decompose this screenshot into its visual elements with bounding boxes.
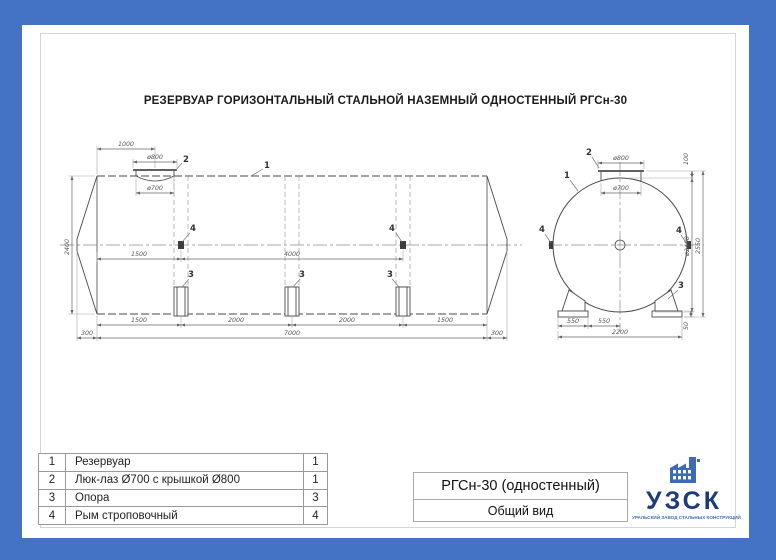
dim-label: 2200 [611, 329, 629, 336]
lug-mark [549, 241, 553, 249]
dim-label: 1500 [436, 317, 454, 324]
callout-shell: 1 [264, 161, 270, 171]
callout-manhole: 2 [586, 148, 592, 158]
dim-label: ø2400 [684, 236, 691, 256]
dim-label: ø800 [147, 154, 163, 161]
lug-mark [178, 241, 184, 249]
dim-label: 550 [597, 318, 611, 325]
dim-label: ø700 [613, 185, 629, 192]
callout-support: 3 [678, 281, 684, 291]
part-name: Люк-лаз Ø700 с крышкой Ø800 [66, 471, 304, 489]
end-view [539, 148, 706, 340]
part-qty: 4 [304, 507, 328, 525]
part-name: Опора [66, 489, 304, 507]
table-row [39, 454, 328, 472]
dim-label: 2400 [64, 238, 71, 256]
table-row [39, 489, 328, 507]
title-block [413, 472, 628, 522]
supports [174, 287, 410, 316]
title-block-view: Общий вид [487, 504, 554, 518]
callout-support: 3 [299, 270, 305, 280]
dim-label: 550 [566, 318, 580, 325]
part-name: Резервуар [66, 454, 304, 472]
side-view [60, 141, 522, 341]
callout-lug: 4 [539, 225, 545, 235]
lug-mark [400, 241, 406, 249]
parts-table [38, 453, 328, 525]
part-no: 1 [39, 454, 66, 472]
dim-label: 1000 [117, 141, 135, 148]
callout-lug: 4 [190, 224, 196, 234]
dim-label: 1500 [130, 251, 148, 258]
dim-label: 100 [683, 152, 690, 166]
logo-subtitle: УРАЛЬСКИЙ ЗАВОД СТАЛЬНЫХ КОНСТРУКЦИЙ [632, 515, 741, 520]
part-name: Рым строповочный [66, 507, 304, 525]
dim-label: 50 [683, 321, 690, 331]
callout-manhole: 2 [183, 155, 189, 165]
dim-label: 2000 [227, 317, 245, 324]
uzsk-logo [632, 454, 741, 520]
dim-label: 2000 [338, 317, 356, 324]
dim-label: 300 [490, 330, 504, 337]
drawing-title: РЕЗЕРВУАР ГОРИЗОНТАЛЬНЫЙ СТАЛЬНОЙ НАЗЕМНЫЙ ОДНОСТЕННЫЙ РГСн-30 [143, 95, 628, 107]
table-row [39, 471, 328, 489]
callout-lug: 4 [389, 224, 395, 234]
part-no: 2 [39, 471, 66, 489]
part-qty: 1 [304, 454, 328, 472]
dim-label: 2550 [695, 237, 702, 255]
callout-shell: 1 [564, 171, 570, 181]
logo-abbr: УЗСК [646, 487, 722, 515]
part-no: 3 [39, 489, 66, 507]
dim-label: 4000 [283, 251, 301, 258]
title-block-model: РГСн-30 (одностенный) [414, 473, 627, 500]
table-row [39, 507, 328, 525]
dim-label: 300 [80, 330, 94, 337]
factory-icon [663, 454, 705, 484]
part-no: 4 [39, 507, 66, 525]
dim-label: ø800 [613, 155, 629, 162]
part-qty: 3 [304, 489, 328, 507]
dim-label: 1500 [130, 317, 148, 324]
callout-support: 3 [387, 270, 393, 280]
callout-support: 3 [188, 270, 194, 280]
dim-label: ø700 [147, 185, 163, 192]
callout-lug: 4 [676, 226, 682, 236]
part-qty: 1 [304, 471, 328, 489]
dim-label: 7000 [283, 330, 301, 337]
